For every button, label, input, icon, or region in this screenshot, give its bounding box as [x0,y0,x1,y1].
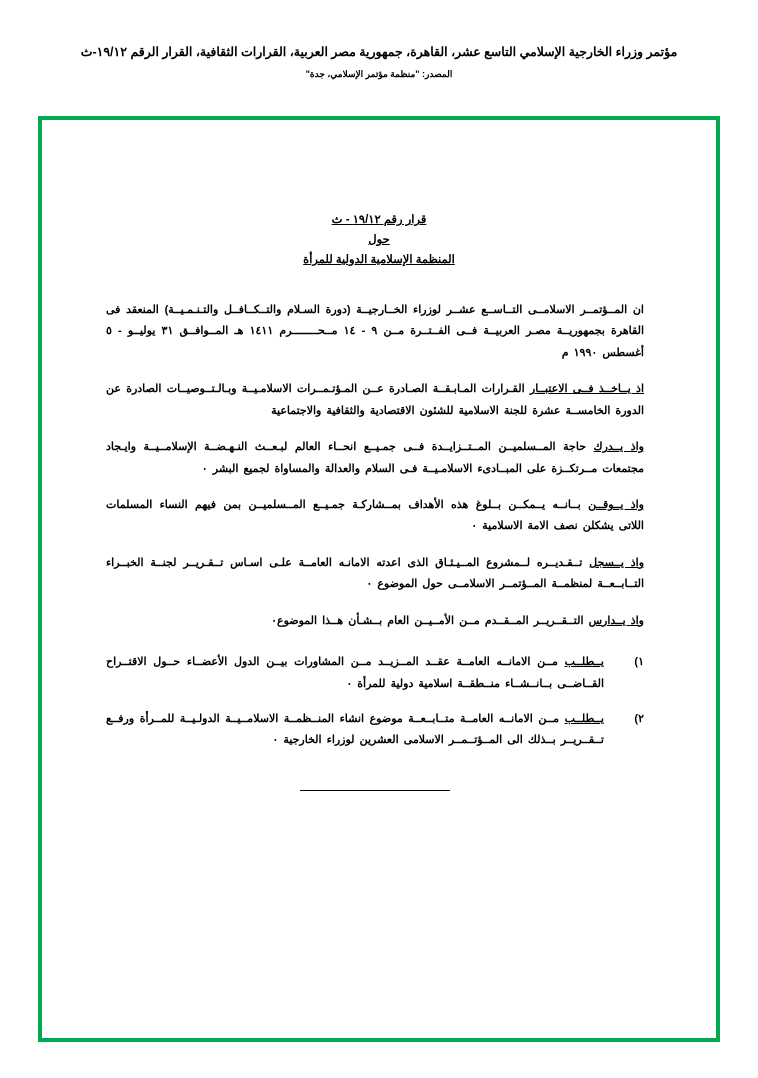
paragraph-text: القـرارات المـابـقــة الصـادرة عــن المـؤتـمــرات الاسلامـيــة وبـالـتــوصيــات الصادرة عن الدورة الخامســة عشرة للجنة الاسلامية للشئون الاقتصادية والثقافية والاجتماعية [106,383,644,417]
paragraph-lead: اذ يــاخــذ فــى الاعتبــار [529,383,645,396]
paragraph-text: التــقــريــر المــقــدم مــن الأمــيــن العام بــشـأن هــذا الموضوع٠ [271,614,589,627]
document-body [42,120,716,1038]
clause-number: ١) [634,656,644,669]
paragraph [106,553,644,596]
clause-lead: يــطلــب [564,713,604,726]
paragraph-text: بــانــه يــمكــن بــلوغ هذه الأهداف بمــشاركـة جمـيــع المــسلميــن بمن فيهم النساء المسلمات اللاتى يشكلن نصف الامة الاسلامية ٠ [106,498,644,533]
clause-body [106,652,604,695]
clause-item [106,652,644,695]
resolution-about-label: حول [368,233,390,246]
paragraph-lead: واذ يــوقــن [588,498,644,511]
paragraph [106,300,644,364]
paragraph-lead: واذ يــدارس [588,614,644,627]
clause-number: ٢) [634,713,644,726]
page-header [0,0,758,80]
paragraph [106,379,644,422]
paragraph-lead: واذ يــدرك [593,441,644,454]
resolution-number: قرار رقم ١٩/١٢ - ث [331,214,427,226]
clause-text: مــن الامانــه العامــة عقــد المــزيــد مــن المشاورات بيــن الدول الأعضــاء حــول الاقتــراح القــاضــى بــانــشــاء منــطقــة اسلامية دولية للمرأة ٠ [106,656,604,690]
paragraph [106,611,644,632]
paragraph-text: تــقـديــره لــمشروع المــيـثـاق الذى اعدته الامانـه العامــة علـى اسـاس تــقـريــر لجنــة الخبــراء التــابــعــة لمنظمــة المــؤتمــر الاسلامــى حول الموضوع ٠ [106,556,644,591]
clause-lead: يــطلــب [564,656,604,669]
clause-body [106,709,604,752]
clause-text: مــن الامانــه العامــة متــابــعــة موضوع انشاء المنــظمــة الاسلامــيــة الدولـيــة للمــرأة ورفــع تــقــريــر بــذلك الى المــؤتــمــر الاسلامى العشرين لوزراء الخارجية ٠ [106,713,604,747]
paragraph-text: حاجة المــسلميــن المــتــزايــدة فــى جمـيــع انحــاء العالم لبـعــث النـهـضــة الإسلامــيــة وايـجاد مجتمعات مــرتكــزة على المبــادىء الاسلامـيــة فـى السلام والعدالة والمساواة لجميع البشر ٠ [106,441,644,475]
resolution-subject: المنظمة الإسلامية الدولية للمرأة [303,253,455,266]
resolution-title-block [100,210,658,270]
paragraph [106,437,644,480]
horizontal-divider [300,790,450,791]
clause-item [106,709,644,752]
operative-clauses [106,652,644,752]
document-frame [38,116,720,1042]
paragraph-text: ان المــؤتمــر الاسلامــى التــاســع عشــر لوزراء الخــارجيــة (دورة السـلام والتــكــافــل والتـنـمـيــة) المنعقد فى القاهرة بجمهوريــة مصـر العربيــة فــى الفــتــرة مــن ٩ - ١٤ مــحــــــــرم ١٤١١ هـ المــوافــق ٣١ يوليــو - ٥ أغسطس ١٩٩٠ م [106,303,645,359]
header-title: مؤتمر وزراء الخارجية الإسلامي التاسع عشر، القاهرة، جمهورية مصر العربية، القرارات الثقافية، القرار الرقم ١٩/١٢-ث [80,45,678,59]
preamble-paragraphs [100,300,658,796]
end-rule-container [106,778,644,796]
paragraph-lead: واذ يــسجل [589,556,645,569]
paragraph [106,495,644,538]
header-source: المصدر: "منظمة مؤتمر الإسلامي، جدة" [305,68,453,79]
